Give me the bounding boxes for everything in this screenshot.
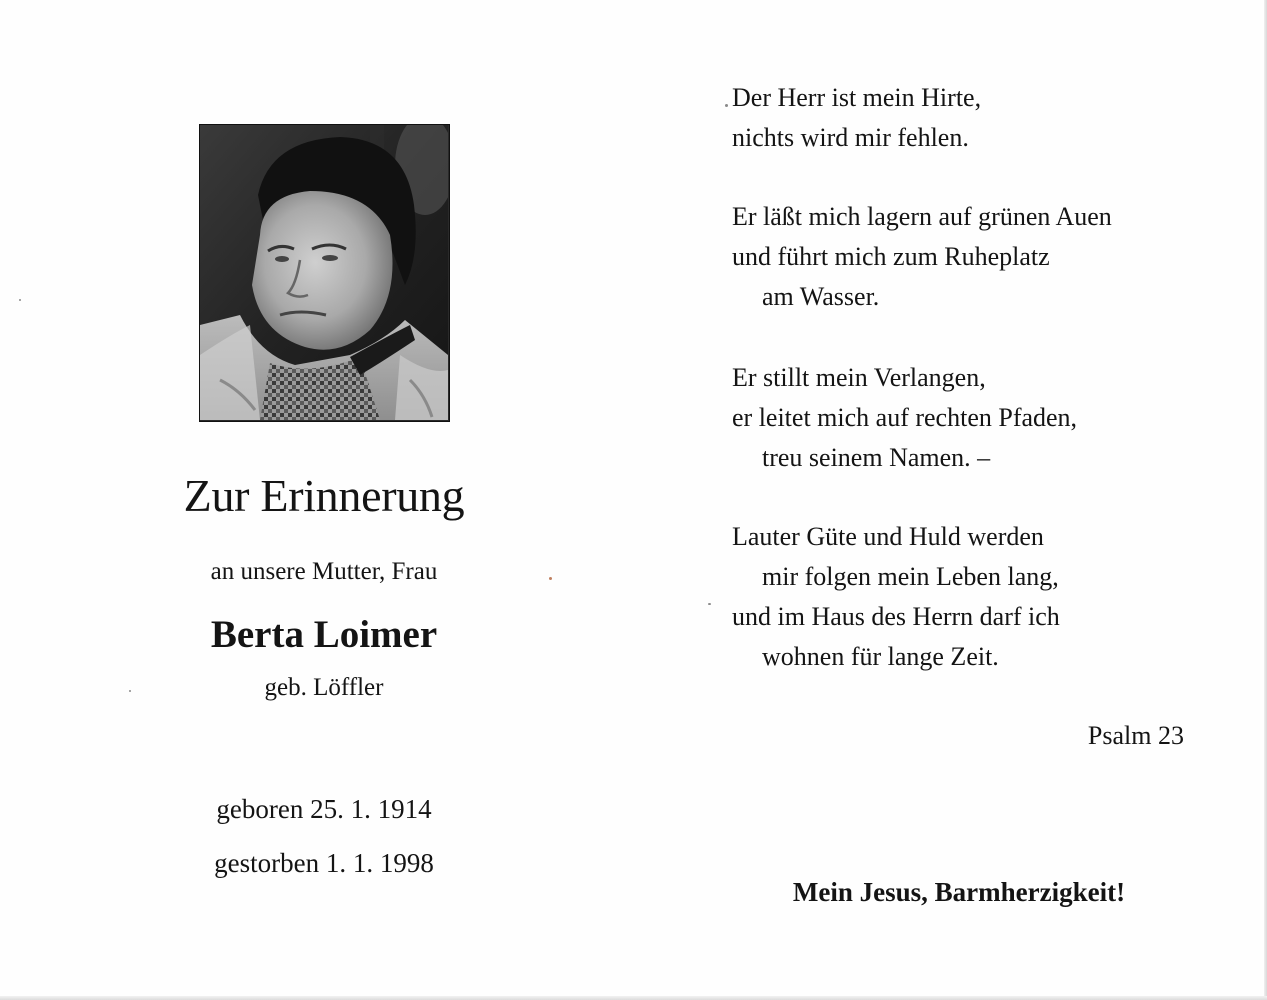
memorial-title: Zur Erinnerung <box>183 470 465 521</box>
psalm-line: am Wasser. <box>762 282 880 311</box>
psalm-line: Er stillt mein Verlangen, <box>732 363 986 392</box>
closing-prayer: Mein Jesus, Barmherzigkeit! <box>792 877 1126 907</box>
psalm-line: wohnen für lange Zeit. <box>762 642 999 671</box>
paper-speck <box>129 690 131 692</box>
psalm-line: und im Haus des Herrn darf ich <box>732 602 1060 631</box>
birth-date: geboren 25. 1. 1914 <box>216 794 432 824</box>
psalm-line: und führt mich zum Ruheplatz <box>732 242 1050 271</box>
portrait-photo <box>199 124 450 422</box>
paper-speck <box>19 299 21 301</box>
paper-speck <box>549 577 552 580</box>
maiden-name: geb. Löffler <box>264 674 384 701</box>
psalm-reference: Psalm 23 <box>1087 721 1184 750</box>
psalm-line: Er läßt mich lagern auf grünen Auen <box>732 202 1112 231</box>
psalm-line: er leitet mich auf rechten Pfaden, <box>732 403 1078 432</box>
paper-speck <box>708 603 711 605</box>
portrait-photo-image <box>200 125 448 420</box>
psalm-line: mir folgen mein Leben lang, <box>762 562 1059 591</box>
dedication-line: an unsere Mutter, Frau <box>210 558 438 585</box>
death-date: gestorben 1. 1. 1998 <box>214 848 434 878</box>
psalm-line: Lauter Güte und Huld werden <box>732 522 1044 551</box>
psalm-line: Der Herr ist mein Hirte, <box>732 83 982 112</box>
psalm-line: treu seinem Namen. – <box>762 443 991 472</box>
paper-speck <box>725 104 728 107</box>
deceased-name: Berta Loimer <box>210 613 438 656</box>
psalm-line: nichts wird mir fehlen. <box>732 123 969 152</box>
card-edge-bottom <box>0 996 1267 1000</box>
